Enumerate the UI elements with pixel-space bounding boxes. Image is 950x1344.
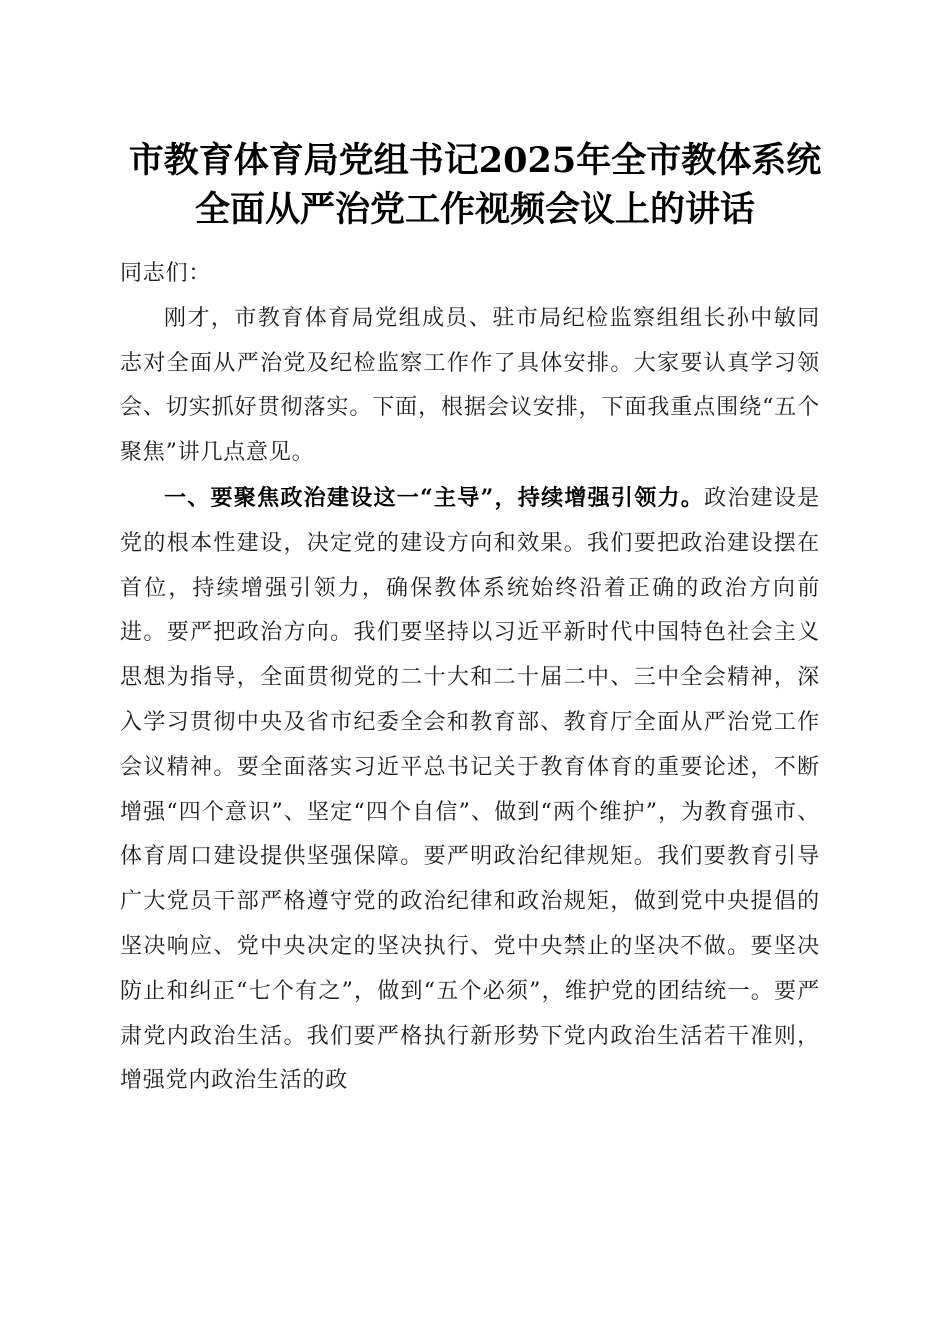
section-1-body: 政治建设是党的根本性建设，决定党的建设方向和效果。我们要把政治建设摆在首位，持续增强引领力，确保教体系统始终沿着正确的政治方向前进。要严把政治方向。我们要坚持以习近平新时代中国特色社会主义思想为指导，全面贯彻党的二十大和二十届二中、三中全会精神，深入学习贯彻中央及省市纪委全会和教育部、教育厅全面从严治党工作会议精神。要全面落实习近平总书记关于教育体育的重要论述，不断增强“四个意识”、坚定“四个自信”、做到“两个维护”，为教育强市、体育周口建设提供坚强保障。要严明政治纪律规矩。我们要教育引导广大党员干部严格遵守党的政治纪律和政治规矩，做到党中央提倡的坚决响应、党中央决定的坚决执行、党中央禁止的坚决不做。要坚决防止和纠正“七个有之”，做到“五个必须”，维护党的团结统一。要严肃党内政治生活。我们要严格执行新形势下党内政治生活若干准则，增强党内政治生活的政 <box>120 485 820 1094</box>
title-line-1: 市教育体育局党组书记2025年全市教体系统 <box>128 140 822 181</box>
section-1-heading: 一、要聚焦政治建设这一“主导”，持续增强引领力。 <box>164 484 705 511</box>
paragraph-section-1 <box>120 476 820 1104</box>
title-line-2: 全面从严治党工作视频会议上的讲话 <box>194 189 755 230</box>
document-title <box>110 136 840 234</box>
paragraph-intro: 刚才，市教育体育局党组成员、驻市局纪检监察组组长孙中敏同志对全面从严治党及纪检监察工作作了具体安排。大家要认真学习领会、切实抓好贯彻落实。下面，根据会议安排，下面我重点围绕“五个聚焦”讲几点意见。 <box>120 305 820 466</box>
document-body <box>120 252 820 1104</box>
salutation: 同志们： <box>120 261 212 286</box>
